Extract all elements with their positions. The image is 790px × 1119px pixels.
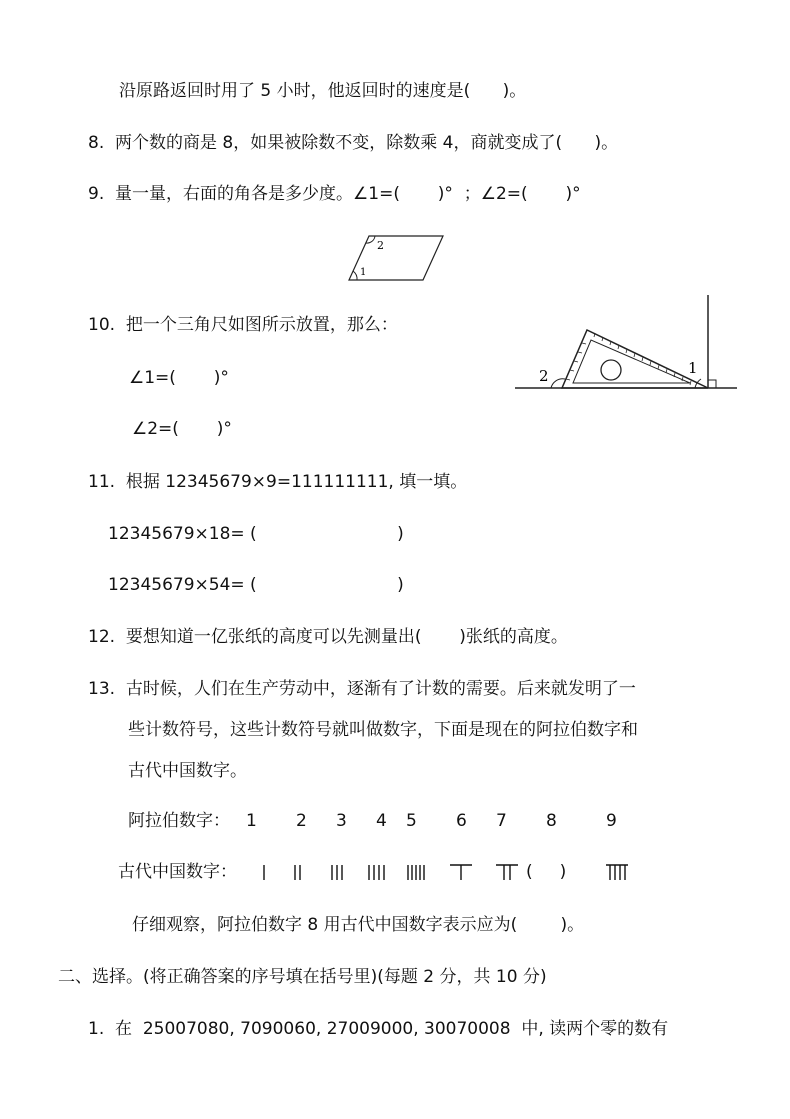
ancient-digit-3 bbox=[332, 865, 342, 880]
ancient-numeral-glyphs bbox=[250, 862, 670, 886]
angle-1-arc bbox=[353, 271, 357, 280]
arabic-digit-4: 4 bbox=[376, 811, 387, 831]
angle-2-label: 2 bbox=[539, 367, 549, 385]
arabic-digit-5: 5 bbox=[406, 811, 417, 831]
q10-angle-2: ∠2=( )° bbox=[132, 419, 232, 439]
question-10: 10. 把一个三角尺如图所示放置，那么： bbox=[88, 315, 398, 335]
q11-part-a: 12345679×18= ( ) bbox=[108, 524, 404, 544]
parallelogram-figure bbox=[345, 233, 445, 283]
question-11: 11. 根据 12345679×9=111111111, 填一填。 bbox=[88, 472, 468, 492]
section-2-question-1: 1. 在 25007080, 7090060, 27009000, 30070008 中, 读两个零的数有 bbox=[88, 1019, 669, 1039]
ancient-digit-9 bbox=[606, 865, 628, 880]
question-12: 12. 要想知道一亿张纸的高度可以先测量出( )张纸的高度。 bbox=[88, 627, 568, 647]
ancient-digit-4 bbox=[369, 865, 384, 880]
triangle-ruler-figure bbox=[515, 295, 745, 395]
ancient-blank: ( ) bbox=[526, 862, 567, 882]
arabic-digit-2: 2 bbox=[296, 811, 307, 831]
question-13-line-1: 13. 古时候，人们在生产劳动中，逐渐有了计数的需要。后来就发明了一 bbox=[88, 679, 636, 699]
q7-continuation: 沿原路返回时用了 5 小时，他返回时的速度是( )。 bbox=[119, 81, 527, 101]
question-8: 8. 两个数的商是 8，如果被除数不变，除数乘 4，商就变成了( )。 bbox=[88, 133, 619, 153]
arabic-label: 阿拉伯数字： bbox=[128, 811, 230, 831]
q11-part-b: 12345679×54= ( ) bbox=[108, 575, 404, 595]
angle-2-label: 2 bbox=[377, 239, 384, 252]
angle-1-label: 1 bbox=[360, 267, 367, 278]
question-13-line-3: 古代中国数字。 bbox=[128, 761, 247, 781]
question-13-line-2: 些计数符号，这些计数符号就叫做数字，下面是现在的阿拉伯数字和 bbox=[128, 720, 638, 740]
arabic-digit-6: 6 bbox=[456, 811, 467, 831]
arabic-digit-1: 1 bbox=[246, 811, 257, 831]
arabic-digit-8: 8 bbox=[546, 811, 557, 831]
ancient-digit-2 bbox=[295, 865, 300, 880]
ancient-digit-7 bbox=[496, 865, 518, 880]
angle-1-label: 1 bbox=[688, 359, 698, 377]
right-angle-mark bbox=[708, 380, 716, 388]
ruler-left-ticks bbox=[566, 343, 586, 380]
arabic-digit-9: 9 bbox=[606, 811, 617, 831]
ancient-digit-5 bbox=[408, 865, 424, 880]
arabic-digit-3: 3 bbox=[336, 811, 347, 831]
q10-angle-1: ∠1=( )° bbox=[129, 368, 229, 388]
ancient-label: 古代中国数字： bbox=[118, 862, 237, 882]
triangle-ruler-inner bbox=[573, 340, 690, 383]
arabic-digit-7: 7 bbox=[496, 811, 507, 831]
question-9: 9. 量一量，右面的角各是多少度。∠1=( )° ；∠2=( )° bbox=[88, 184, 581, 204]
q13-observation: 仔细观察，阿拉伯数字 8 用古代中国数字表示应为( )。 bbox=[132, 915, 585, 935]
section-2-heading: 二、选择。(将正确答案的序号填在括号里)(每题 2 分，共 10 分) bbox=[58, 967, 547, 987]
ancient-digit-6 bbox=[450, 865, 472, 880]
ruler-hole bbox=[601, 360, 621, 380]
